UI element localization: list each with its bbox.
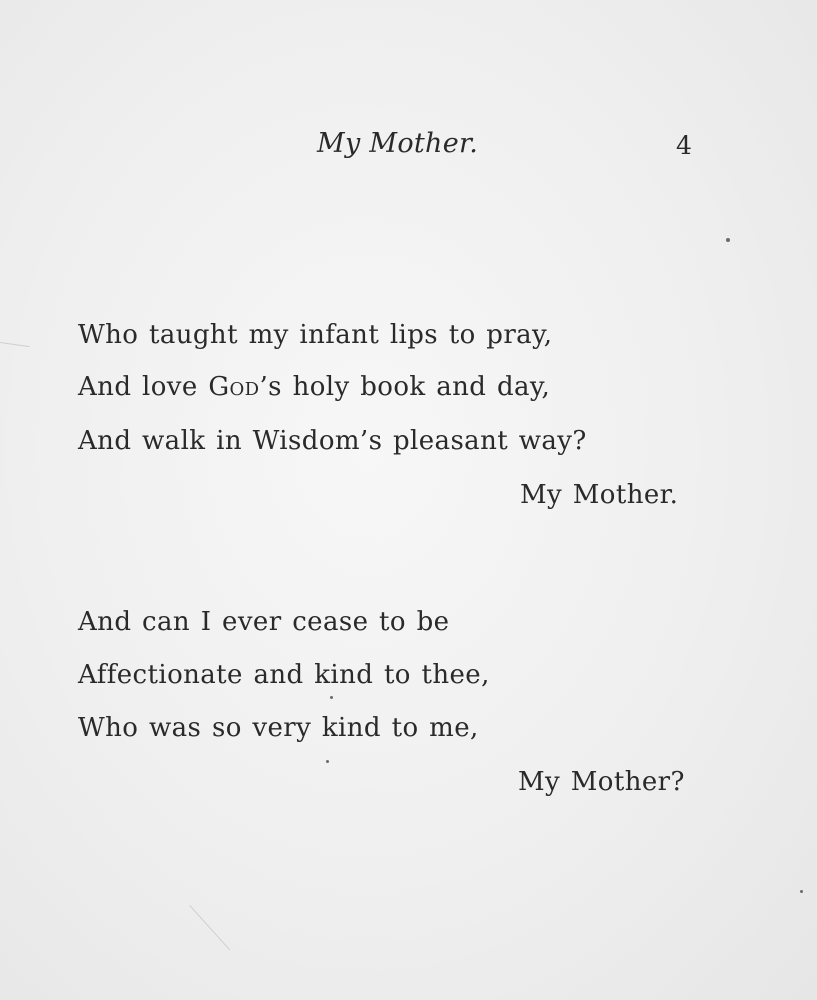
stanza-1-line-1: Who taught my infant lips to pray, bbox=[78, 320, 553, 350]
stanza-2-line-3: Who was so very kind to me, bbox=[78, 713, 479, 743]
stanza-1-line-3: And walk in Wisdom’s pleasant way? bbox=[78, 426, 587, 456]
stanza-2-line-2: Affectionate and kind to thee, bbox=[78, 660, 490, 690]
stanza-1-refrain: My Mother. bbox=[520, 480, 679, 510]
paper-speck bbox=[800, 890, 803, 893]
paper-speck bbox=[726, 238, 730, 242]
stanza-1-line-2-god: God bbox=[208, 372, 260, 402]
stanza-1-line-2-end: ’s holy book and day, bbox=[259, 372, 551, 402]
paper-speck bbox=[326, 760, 329, 763]
page-header-title: My Mother. bbox=[317, 128, 479, 159]
stanza-1-line-2 bbox=[78, 372, 550, 402]
page-number: 4 bbox=[676, 131, 692, 160]
paper-speck bbox=[330, 696, 333, 699]
paper-crease bbox=[0, 342, 30, 347]
paper-crease bbox=[189, 905, 230, 950]
stanza-2-refrain: My Mother? bbox=[518, 767, 685, 797]
stanza-2-line-1: And can I ever cease to be bbox=[78, 607, 450, 637]
stanza-1-line-2-start: And love bbox=[78, 372, 209, 402]
